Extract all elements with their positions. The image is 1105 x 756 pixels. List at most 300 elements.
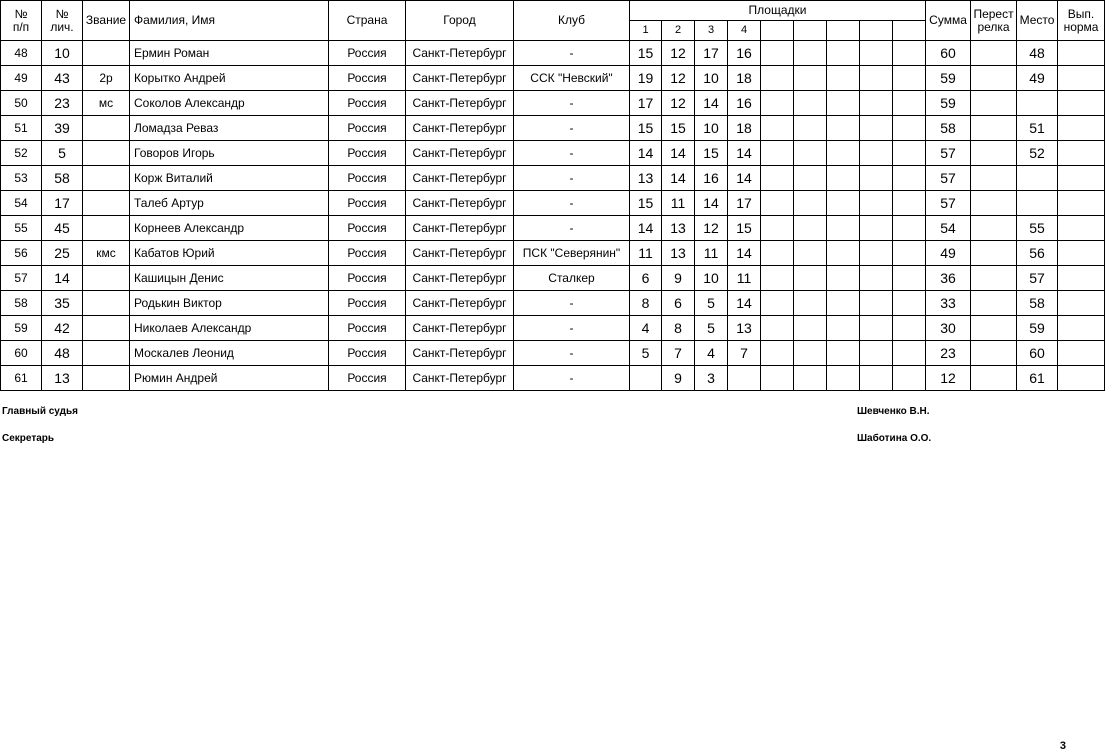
site1-cell: 19 — [630, 66, 662, 91]
pp-cell: 52 — [1, 141, 42, 166]
name-cell: Соколов Александр — [130, 91, 329, 116]
country-cell: Россия — [329, 341, 406, 366]
city-cell: Санкт-Петербург — [406, 141, 514, 166]
site-number-header: 4 — [728, 21, 761, 41]
site1-cell: 14 — [630, 141, 662, 166]
norm-cell — [1058, 191, 1105, 216]
name-cell: Корж Виталий — [130, 166, 329, 191]
empty-site-cell — [893, 41, 926, 66]
site1-cell: 15 — [630, 41, 662, 66]
place-cell: 56 — [1017, 241, 1058, 266]
sum-cell: 36 — [926, 266, 971, 291]
perest-cell — [971, 291, 1017, 316]
sum-cell: 12 — [926, 366, 971, 391]
city-cell: Санкт-Петербург — [406, 291, 514, 316]
place-cell: 57 — [1017, 266, 1058, 291]
site-number-header: 1 — [630, 21, 662, 41]
country-cell: Россия — [329, 316, 406, 341]
lich-cell: 35 — [42, 291, 83, 316]
site4-cell: 11 — [728, 266, 761, 291]
site1-cell: 13 — [630, 166, 662, 191]
site-number-header — [893, 21, 926, 41]
empty-site-cell — [761, 216, 794, 241]
pp-cell: 56 — [1, 241, 42, 266]
site1-cell: 4 — [630, 316, 662, 341]
club-cell: Сталкер — [514, 266, 630, 291]
norm-cell — [1058, 166, 1105, 191]
name-cell: Рюмин Андрей — [130, 366, 329, 391]
empty-site-cell — [794, 141, 827, 166]
empty-site-cell — [860, 216, 893, 241]
empty-site-cell — [761, 341, 794, 366]
club-cell: - — [514, 216, 630, 241]
norm-cell — [1058, 241, 1105, 266]
empty-site-cell — [761, 366, 794, 391]
lich-cell: 48 — [42, 341, 83, 366]
place-cell: 59 — [1017, 316, 1058, 341]
lich-cell: 39 — [42, 116, 83, 141]
site3-cell: 16 — [695, 166, 728, 191]
norm-cell — [1058, 91, 1105, 116]
club-cell: - — [514, 41, 630, 66]
sum-cell: 59 — [926, 91, 971, 116]
table-body — [1, 41, 1105, 391]
lich-cell: 13 — [42, 366, 83, 391]
lich-cell: 17 — [42, 191, 83, 216]
table-header — [1, 1, 1105, 41]
city-cell: Санкт-Петербург — [406, 266, 514, 291]
name-cell: Родькин Виктор — [130, 291, 329, 316]
sum-cell: 54 — [926, 216, 971, 241]
col-country-header: Страна — [329, 1, 406, 41]
empty-site-cell — [827, 41, 860, 66]
country-cell: Россия — [329, 91, 406, 116]
country-cell: Россия — [329, 41, 406, 66]
lich-cell: 58 — [42, 166, 83, 191]
lich-cell: 45 — [42, 216, 83, 241]
table-row — [1, 316, 1105, 341]
site2-cell: 9 — [662, 266, 695, 291]
country-cell: Россия — [329, 291, 406, 316]
zvanie-cell — [83, 166, 130, 191]
empty-site-cell — [860, 241, 893, 266]
empty-site-cell — [827, 366, 860, 391]
site2-cell: 14 — [662, 166, 695, 191]
col-lich-header: № лич. — [42, 1, 83, 41]
empty-site-cell — [893, 191, 926, 216]
site4-cell: 16 — [728, 41, 761, 66]
city-cell: Санкт-Петербург — [406, 316, 514, 341]
empty-site-cell — [761, 66, 794, 91]
norm-cell — [1058, 341, 1105, 366]
site1-cell: 8 — [630, 291, 662, 316]
site2-cell: 13 — [662, 241, 695, 266]
site4-cell: 14 — [728, 291, 761, 316]
perest-cell — [971, 216, 1017, 241]
empty-site-cell — [794, 241, 827, 266]
empty-site-cell — [827, 191, 860, 216]
empty-site-cell — [761, 116, 794, 141]
empty-site-cell — [761, 91, 794, 116]
empty-site-cell — [794, 266, 827, 291]
site4-cell: 18 — [728, 116, 761, 141]
club-cell: - — [514, 91, 630, 116]
zvanie-cell — [83, 316, 130, 341]
empty-site-cell — [893, 241, 926, 266]
perest-cell — [971, 316, 1017, 341]
place-cell — [1017, 166, 1058, 191]
table-row — [1, 66, 1105, 91]
name-cell: Кашицын Денис — [130, 266, 329, 291]
site-number-header — [761, 21, 794, 41]
empty-site-cell — [860, 166, 893, 191]
site3-cell: 10 — [695, 116, 728, 141]
site3-cell: 3 — [695, 366, 728, 391]
empty-site-cell — [827, 116, 860, 141]
empty-site-cell — [893, 166, 926, 191]
zvanie-cell — [83, 291, 130, 316]
site4-cell: 7 — [728, 341, 761, 366]
empty-site-cell — [761, 41, 794, 66]
empty-site-cell — [827, 216, 860, 241]
place-cell: 51 — [1017, 116, 1058, 141]
empty-site-cell — [860, 291, 893, 316]
country-cell: Россия — [329, 266, 406, 291]
empty-site-cell — [893, 91, 926, 116]
table-row — [1, 116, 1105, 141]
empty-site-cell — [827, 66, 860, 91]
empty-site-cell — [893, 316, 926, 341]
empty-site-cell — [761, 191, 794, 216]
secretary-label: Секретарь — [2, 433, 55, 444]
empty-site-cell — [794, 91, 827, 116]
pp-cell: 60 — [1, 341, 42, 366]
country-cell: Россия — [329, 191, 406, 216]
site1-cell: 5 — [630, 341, 662, 366]
name-cell: Талеб Артур — [130, 191, 329, 216]
site3-cell: 5 — [695, 291, 728, 316]
empty-site-cell — [860, 316, 893, 341]
site2-cell: 12 — [662, 66, 695, 91]
page-number: 3 — [1059, 740, 1066, 752]
empty-site-cell — [794, 191, 827, 216]
pp-cell: 57 — [1, 266, 42, 291]
site4-cell: 14 — [728, 166, 761, 191]
sum-cell: 33 — [926, 291, 971, 316]
norm-cell — [1058, 266, 1105, 291]
table-row — [1, 91, 1105, 116]
pp-cell: 53 — [1, 166, 42, 191]
site-number-header: 3 — [695, 21, 728, 41]
empty-site-cell — [794, 41, 827, 66]
lich-cell: 14 — [42, 266, 83, 291]
perest-cell — [971, 141, 1017, 166]
pp-cell: 58 — [1, 291, 42, 316]
table-row — [1, 291, 1105, 316]
empty-site-cell — [794, 66, 827, 91]
lich-cell: 5 — [42, 141, 83, 166]
name-cell: Говоров Игорь — [130, 141, 329, 166]
empty-site-cell — [893, 266, 926, 291]
judge-label: Главный судья — [2, 406, 78, 417]
pp-cell: 54 — [1, 191, 42, 216]
empty-site-cell — [827, 316, 860, 341]
pp-cell: 61 — [1, 366, 42, 391]
perest-cell — [971, 266, 1017, 291]
empty-site-cell — [860, 66, 893, 91]
zvanie-cell — [83, 116, 130, 141]
place-cell: 49 — [1017, 66, 1058, 91]
site2-cell: 11 — [662, 191, 695, 216]
club-cell: - — [514, 166, 630, 191]
empty-site-cell — [860, 366, 893, 391]
norm-cell — [1058, 141, 1105, 166]
country-cell: Россия — [329, 366, 406, 391]
perest-cell — [971, 41, 1017, 66]
place-cell: 48 — [1017, 41, 1058, 66]
site-number-header — [860, 21, 893, 41]
col-norm-header: Вып. норма — [1058, 1, 1105, 41]
club-cell: - — [514, 116, 630, 141]
city-cell: Санкт-Петербург — [406, 166, 514, 191]
city-cell: Санкт-Петербург — [406, 66, 514, 91]
site2-cell: 7 — [662, 341, 695, 366]
site3-cell: 14 — [695, 91, 728, 116]
empty-site-cell — [794, 341, 827, 366]
zvanie-cell — [83, 216, 130, 241]
site-number-header — [827, 21, 860, 41]
site2-cell: 15 — [662, 116, 695, 141]
empty-site-cell — [761, 291, 794, 316]
site2-cell: 8 — [662, 316, 695, 341]
empty-site-cell — [794, 216, 827, 241]
col-zvanie-header: Звание — [83, 1, 130, 41]
site4-cell: 17 — [728, 191, 761, 216]
lich-cell: 42 — [42, 316, 83, 341]
col-sites-header: Площадки — [630, 1, 926, 21]
perest-cell — [971, 166, 1017, 191]
city-cell: Санкт-Петербург — [406, 216, 514, 241]
empty-site-cell — [761, 166, 794, 191]
empty-site-cell — [761, 141, 794, 166]
empty-site-cell — [860, 141, 893, 166]
site3-cell: 12 — [695, 216, 728, 241]
perest-cell — [971, 366, 1017, 391]
club-cell: - — [514, 366, 630, 391]
empty-site-cell — [827, 91, 860, 116]
norm-cell — [1058, 291, 1105, 316]
site2-cell: 12 — [662, 91, 695, 116]
site3-cell: 4 — [695, 341, 728, 366]
perest-cell — [971, 66, 1017, 91]
norm-cell — [1058, 216, 1105, 241]
site1-cell: 11 — [630, 241, 662, 266]
empty-site-cell — [827, 166, 860, 191]
place-cell — [1017, 91, 1058, 116]
perest-cell — [971, 116, 1017, 141]
site3-cell: 10 — [695, 266, 728, 291]
place-cell: 55 — [1017, 216, 1058, 241]
zvanie-cell — [83, 141, 130, 166]
zvanie-cell: кмс — [83, 241, 130, 266]
site4-cell: 18 — [728, 66, 761, 91]
sum-cell: 30 — [926, 316, 971, 341]
sum-cell: 59 — [926, 66, 971, 91]
sum-cell: 23 — [926, 341, 971, 366]
lich-cell: 23 — [42, 91, 83, 116]
norm-cell — [1058, 366, 1105, 391]
table-row — [1, 41, 1105, 66]
col-perest-header: Перест релка — [971, 1, 1017, 41]
table-row — [1, 366, 1105, 391]
table-row — [1, 241, 1105, 266]
site1-cell: 17 — [630, 91, 662, 116]
sum-cell: 57 — [926, 191, 971, 216]
empty-site-cell — [827, 266, 860, 291]
norm-cell — [1058, 41, 1105, 66]
empty-site-cell — [827, 241, 860, 266]
lich-cell: 10 — [42, 41, 83, 66]
site4-cell: 14 — [728, 141, 761, 166]
site4-cell: 14 — [728, 241, 761, 266]
sum-cell: 57 — [926, 141, 971, 166]
pp-cell: 55 — [1, 216, 42, 241]
city-cell: Санкт-Петербург — [406, 366, 514, 391]
name-cell: Корнеев Александр — [130, 216, 329, 241]
empty-site-cell — [860, 91, 893, 116]
city-cell: Санкт-Петербург — [406, 116, 514, 141]
table-row — [1, 166, 1105, 191]
sum-cell: 58 — [926, 116, 971, 141]
club-cell: - — [514, 341, 630, 366]
col-club-header: Клуб — [514, 1, 630, 41]
site3-cell: 5 — [695, 316, 728, 341]
empty-site-cell — [860, 266, 893, 291]
name-cell: Корытко Андрей — [130, 66, 329, 91]
city-cell: Санкт-Петербург — [406, 241, 514, 266]
empty-site-cell — [893, 291, 926, 316]
zvanie-cell — [83, 366, 130, 391]
secretary-name: Шаботина О.О. — [857, 433, 932, 444]
lich-cell: 25 — [42, 241, 83, 266]
empty-site-cell — [794, 316, 827, 341]
place-cell: 61 — [1017, 366, 1058, 391]
empty-site-cell — [893, 116, 926, 141]
pp-cell: 59 — [1, 316, 42, 341]
zvanie-cell — [83, 191, 130, 216]
site3-cell: 14 — [695, 191, 728, 216]
empty-site-cell — [761, 316, 794, 341]
empty-site-cell — [860, 41, 893, 66]
site1-cell: 15 — [630, 191, 662, 216]
empty-site-cell — [860, 341, 893, 366]
perest-cell — [971, 91, 1017, 116]
empty-site-cell — [827, 141, 860, 166]
site-number-header — [794, 21, 827, 41]
site3-cell: 11 — [695, 241, 728, 266]
site-number-header: 2 — [662, 21, 695, 41]
col-pp-header: № п/п — [1, 1, 42, 41]
sum-cell: 49 — [926, 241, 971, 266]
empty-site-cell — [827, 341, 860, 366]
col-city-header: Город — [406, 1, 514, 41]
site2-cell: 6 — [662, 291, 695, 316]
empty-site-cell — [794, 291, 827, 316]
name-cell: Николаев Александр — [130, 316, 329, 341]
site1-cell: 14 — [630, 216, 662, 241]
lich-cell: 43 — [42, 66, 83, 91]
place-cell: 60 — [1017, 341, 1058, 366]
zvanie-cell — [83, 341, 130, 366]
club-cell: - — [514, 141, 630, 166]
col-name-header: Фамилия, Имя — [130, 1, 329, 41]
empty-site-cell — [893, 341, 926, 366]
place-cell: 58 — [1017, 291, 1058, 316]
norm-cell — [1058, 316, 1105, 341]
site3-cell: 10 — [695, 66, 728, 91]
site2-cell: 13 — [662, 216, 695, 241]
country-cell: Россия — [329, 216, 406, 241]
site3-cell: 15 — [695, 141, 728, 166]
name-cell: Ломадза Реваз — [130, 116, 329, 141]
site1-cell: 6 — [630, 266, 662, 291]
club-cell: - — [514, 316, 630, 341]
judge-name: Шевченко В.Н. — [857, 406, 930, 417]
site2-cell: 14 — [662, 141, 695, 166]
empty-site-cell — [893, 216, 926, 241]
empty-site-cell — [794, 116, 827, 141]
col-place-header: Место — [1017, 1, 1058, 41]
site4-cell: 16 — [728, 91, 761, 116]
name-cell: Ермин Роман — [130, 41, 329, 66]
zvanie-cell: мс — [83, 91, 130, 116]
site2-cell: 9 — [662, 366, 695, 391]
empty-site-cell — [893, 66, 926, 91]
empty-site-cell — [827, 291, 860, 316]
country-cell: Россия — [329, 116, 406, 141]
col-sum-header: Сумма — [926, 1, 971, 41]
empty-site-cell — [761, 266, 794, 291]
table-row — [1, 141, 1105, 166]
city-cell: Санкт-Петербург — [406, 41, 514, 66]
empty-site-cell — [860, 116, 893, 141]
place-cell: 52 — [1017, 141, 1058, 166]
zvanie-cell — [83, 41, 130, 66]
country-cell: Россия — [329, 141, 406, 166]
table-row — [1, 216, 1105, 241]
perest-cell — [971, 191, 1017, 216]
perest-cell — [971, 241, 1017, 266]
site4-cell: 13 — [728, 316, 761, 341]
name-cell: Кабатов Юрий — [130, 241, 329, 266]
zvanie-cell: 2р — [83, 66, 130, 91]
empty-site-cell — [794, 366, 827, 391]
site3-cell: 17 — [695, 41, 728, 66]
empty-site-cell — [860, 191, 893, 216]
country-cell: Россия — [329, 241, 406, 266]
club-cell: - — [514, 291, 630, 316]
zvanie-cell — [83, 266, 130, 291]
place-cell — [1017, 191, 1058, 216]
norm-cell — [1058, 116, 1105, 141]
table-row — [1, 266, 1105, 291]
pp-cell: 51 — [1, 116, 42, 141]
club-cell: - — [514, 191, 630, 216]
site1-cell: 15 — [630, 116, 662, 141]
country-cell: Россия — [329, 66, 406, 91]
sum-cell: 60 — [926, 41, 971, 66]
empty-site-cell — [893, 366, 926, 391]
